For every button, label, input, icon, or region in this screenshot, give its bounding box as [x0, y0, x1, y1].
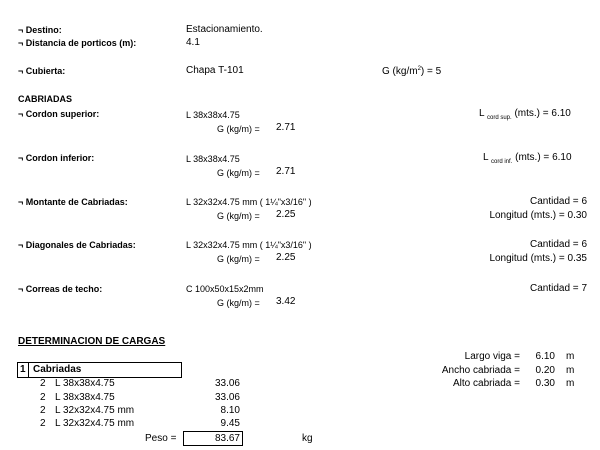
- ancho-cabriada-label: Ancho cabriada =: [441, 365, 520, 376]
- correas-cantidad: [530, 283, 587, 295]
- longitud-value: 0.35: [567, 253, 587, 264]
- row-qty: 2: [40, 405, 46, 416]
- g-cub-tail: ) = 5: [420, 66, 442, 77]
- cantidad-label: Cantidad =: [530, 196, 579, 207]
- ancho-cabriada-value: 0.20: [535, 365, 555, 376]
- row-value: 33.06: [214, 378, 240, 389]
- distancia-label: ¬ Distancia de porticos (m):: [18, 38, 137, 48]
- diagonales-profile: L 32x32x4.75 mm ( 1¼"x3/16" ): [186, 240, 312, 250]
- diagonales-g-value: 2.25: [276, 252, 296, 263]
- row-qty: 2: [40, 418, 46, 429]
- montante-longitud: [489, 210, 587, 222]
- alto-cabriada-value: 0.30: [535, 378, 555, 389]
- longitud-label: Longitud (mts.) =: [489, 253, 565, 264]
- montante-profile: L 32x32x4.75 mm ( 1¼"x3/16" ): [186, 197, 312, 207]
- len-prefix: L: [483, 152, 489, 163]
- len-suffix: (mts.) =: [515, 152, 550, 163]
- cantidad-value: 6: [581, 196, 587, 207]
- alto-cabriada-unit: m: [566, 378, 575, 389]
- cantidad-label: Cantidad =: [530, 283, 579, 294]
- row-qty: 2: [40, 392, 46, 403]
- cantidad-label: Cantidad =: [530, 239, 579, 250]
- len-sub: cord inf.: [490, 159, 513, 165]
- correas-profile: C 100x50x15x2mm: [186, 284, 264, 294]
- cordon-inferior-length: [483, 152, 572, 165]
- diagonales-label: ¬ Diagonales de Cabriadas:: [18, 240, 136, 250]
- len-prefix: L: [479, 108, 485, 119]
- len-value: 6.10: [551, 108, 571, 119]
- diagonales-g-label: G (kg/m) =: [217, 254, 260, 264]
- row-profile: L 32x32x4.75 mm: [55, 405, 135, 416]
- len-value: 6.10: [552, 152, 572, 163]
- len-suffix: (mts.) =: [514, 108, 549, 119]
- cordon-superior-profile: L 38x38x4.75: [186, 110, 240, 120]
- alto-cabriada-label: Alto cabriada =: [453, 378, 520, 389]
- cordon-superior-g-value: 2.71: [276, 122, 296, 133]
- peso-label: Peso =: [145, 433, 177, 444]
- cubierta-value: Chapa T-101: [186, 65, 244, 76]
- montante-cantidad: [530, 196, 587, 208]
- largo-viga-label: Largo viga =: [464, 351, 520, 362]
- cordon-superior-label: ¬ Cordon superior:: [18, 109, 100, 119]
- row-profile: L 32x32x4.75 mm: [55, 418, 135, 429]
- g-cub-exponent: 2: [417, 66, 421, 72]
- cantidad-value: 7: [581, 283, 587, 294]
- section-number: 1: [20, 364, 26, 375]
- row-qty: 2: [40, 378, 46, 389]
- section-title: Cabriadas: [33, 364, 82, 375]
- cordon-inferior-profile: L 38x38x4.75: [186, 154, 240, 164]
- diagonales-cantidad: [530, 239, 587, 251]
- cabriadas-title: CABRIADAS: [18, 94, 72, 104]
- cordon-superior-length: [479, 108, 571, 121]
- row-value: 9.45: [220, 418, 240, 429]
- row-profile: L 38x38x4.75: [55, 378, 115, 389]
- cargas-title: DETERMINACION DE CARGAS: [18, 336, 166, 347]
- cordon-inferior-g-value: 2.71: [276, 166, 296, 177]
- row-profile: L 38x38x4.75: [55, 392, 115, 403]
- montante-g-label: G (kg/m) =: [217, 211, 260, 221]
- diagonales-longitud: [489, 253, 587, 265]
- destino-label: ¬ Destino:: [18, 25, 62, 35]
- g-cub-label: G (kg/m: [382, 66, 418, 77]
- ancho-cabriada-unit: m: [566, 365, 575, 376]
- len-sub: cord sup.: [486, 115, 512, 121]
- row-value: 33.06: [214, 392, 240, 403]
- correas-g-label: G (kg/m) =: [217, 298, 260, 308]
- correas-g-value: 3.42: [276, 296, 296, 307]
- peso-value: 83.67: [214, 433, 240, 444]
- largo-viga-value: 6.10: [535, 351, 555, 362]
- cubierta-g-label: [382, 66, 441, 79]
- cordon-inferior-g-label: G (kg/m) =: [217, 168, 260, 178]
- longitud-value: 0.30: [567, 210, 587, 221]
- row-value: 8.10: [220, 405, 240, 416]
- cubierta-label: ¬ Cubierta:: [18, 66, 66, 76]
- distancia-value: 4.1: [186, 37, 200, 48]
- montante-label: ¬ Montante de Cabriadas:: [18, 197, 128, 207]
- cordon-superior-g-label: G (kg/m) =: [217, 124, 260, 134]
- destino-value: Estacionamiento.: [186, 24, 263, 35]
- longitud-label: Longitud (mts.) =: [489, 210, 565, 221]
- largo-viga-unit: m: [566, 351, 575, 362]
- peso-unit: kg: [302, 433, 313, 444]
- montante-g-value: 2.25: [276, 209, 296, 220]
- correas-label: ¬ Correas de techo:: [18, 284, 103, 294]
- cordon-inferior-label: ¬ Cordon inferior:: [18, 153, 95, 163]
- cantidad-value: 6: [581, 239, 587, 250]
